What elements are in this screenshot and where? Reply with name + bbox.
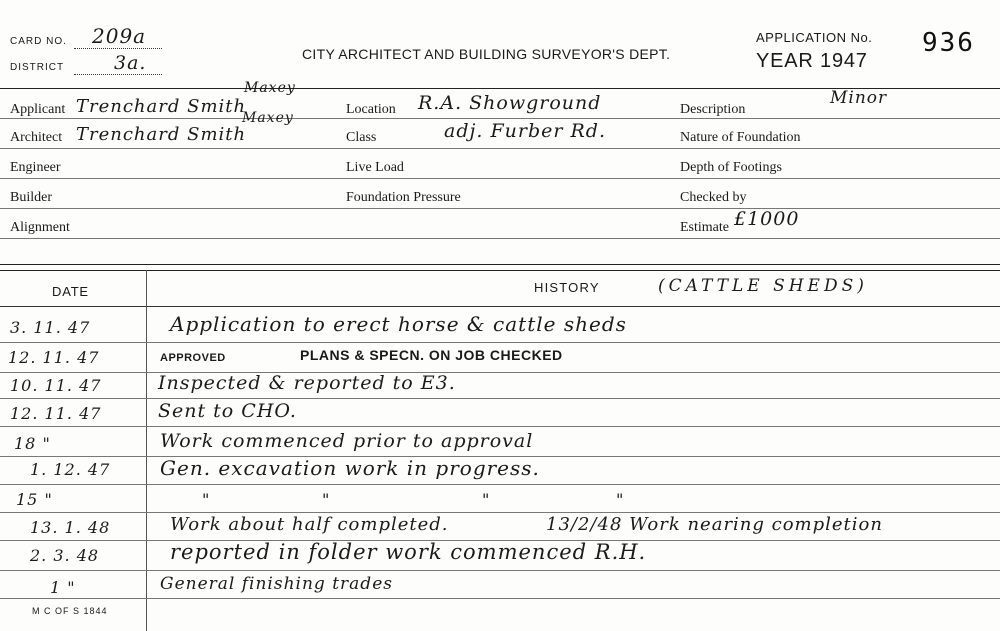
class-value: adj. Furber Rd. [444, 120, 606, 142]
year-label: YEAR 1947 [756, 50, 868, 72]
row-5-date: 18 " [14, 434, 51, 453]
district-value: 3a. [114, 52, 147, 74]
engineer-label: Engineer [10, 160, 61, 175]
applicant-extra: Maxey [244, 80, 296, 96]
architect-extra: Maxey [242, 110, 294, 126]
history-column-header: HISTORY [534, 280, 600, 295]
row-line [0, 484, 1000, 485]
field-line-2 [0, 148, 1000, 149]
builder-label: Builder [10, 190, 52, 205]
row-line [0, 398, 1000, 399]
row-3-history: Inspected & reported to E3. [158, 372, 456, 394]
date-column-header: DATE [52, 284, 89, 299]
ditto-mark: " [616, 490, 624, 509]
estimate-label: Estimate [680, 220, 729, 235]
section-rule-2 [0, 270, 1000, 271]
row-6-date: 1. 12. 47 [30, 460, 111, 479]
row-5-history: Work commenced prior to approval [160, 430, 534, 452]
row-1-date: 3. 11. 47 [10, 318, 91, 337]
date-column-divider [146, 270, 147, 631]
description-label: Description [680, 102, 746, 117]
depth-of-footings-label: Depth of Footings [680, 160, 782, 175]
row-6-history: Gen. excavation work in progress. [160, 456, 540, 480]
field-line-3 [0, 178, 1000, 179]
row-9-date: 2. 3. 48 [30, 546, 100, 565]
district-line [74, 74, 162, 75]
applicant-value: Trenchard Smith [76, 96, 247, 117]
row-1-history: Application to erect horse & cattle sheds [170, 312, 627, 336]
row-line [0, 426, 1000, 427]
applicant-label: Applicant [10, 102, 66, 117]
architect-value: Trenchard Smith [76, 124, 247, 145]
description-value: Minor [830, 88, 888, 108]
field-line-5 [0, 238, 1000, 239]
row-3-date: 10. 11. 47 [10, 376, 102, 395]
field-line-1 [0, 118, 1000, 119]
row-line [0, 512, 1000, 513]
application-no-label: APPLICATION No. [756, 30, 873, 45]
row-4-date: 12. 11. 47 [10, 404, 102, 423]
row-line [0, 342, 1000, 343]
row-10-date: 1 " [50, 578, 76, 597]
row-4-history: Sent to CHO. [158, 400, 297, 422]
form-code: M C OF S 1844 [32, 606, 108, 616]
class-label: Class [346, 130, 377, 145]
row-8-history: Work about half completed. [170, 514, 449, 535]
checked-by-label: Checked by [680, 190, 747, 205]
application-no-value: 936 [922, 28, 975, 58]
location-label: Location [346, 102, 396, 117]
alignment-label: Alignment [10, 220, 70, 235]
ditto-mark: " [202, 490, 210, 509]
department-title: CITY ARCHITECT AND BUILDING SURVEYOR'S DEPT. [302, 46, 671, 62]
row-line [0, 570, 1000, 571]
architect-label: Architect [10, 130, 63, 145]
card-no-line [74, 48, 162, 49]
row-line [0, 598, 1000, 599]
location-value: R.A. Showground [418, 92, 602, 114]
row-8-history-continued: 13/2/48 Work nearing completion [546, 514, 883, 535]
ditto-mark: " [322, 490, 330, 509]
row-2-stamp-prefix: APPROVED [160, 352, 226, 364]
card-no-value: 209a [92, 24, 147, 48]
district-label: DISTRICT [10, 62, 65, 73]
ditto-mark: " [482, 490, 490, 509]
row-9-history: reported in folder work commenced R.H. [170, 540, 647, 564]
row-2-date: 12. 11. 47 [8, 348, 100, 367]
nature-of-foundation-label: Nature of Foundation [680, 130, 801, 145]
row-line [0, 372, 1000, 373]
live-load-label: Live Load [346, 160, 404, 175]
row-2-stamp: PLANS & SPECN. ON JOB CHECKED [300, 347, 563, 363]
card-no-label: CARD NO. [10, 36, 67, 47]
field-line-4 [0, 208, 1000, 209]
estimate-value: £1000 [734, 208, 800, 230]
history-note: (CATTLE SHEDS) [658, 276, 868, 296]
row-8-date: 13. 1. 48 [30, 518, 111, 537]
table-header-rule [0, 306, 1000, 307]
row-7-date: 15 " [16, 490, 53, 509]
row-10-history: General finishing trades [160, 574, 393, 594]
foundation-pressure-label: Foundation Pressure [346, 190, 461, 205]
section-rule-1 [0, 264, 1000, 265]
